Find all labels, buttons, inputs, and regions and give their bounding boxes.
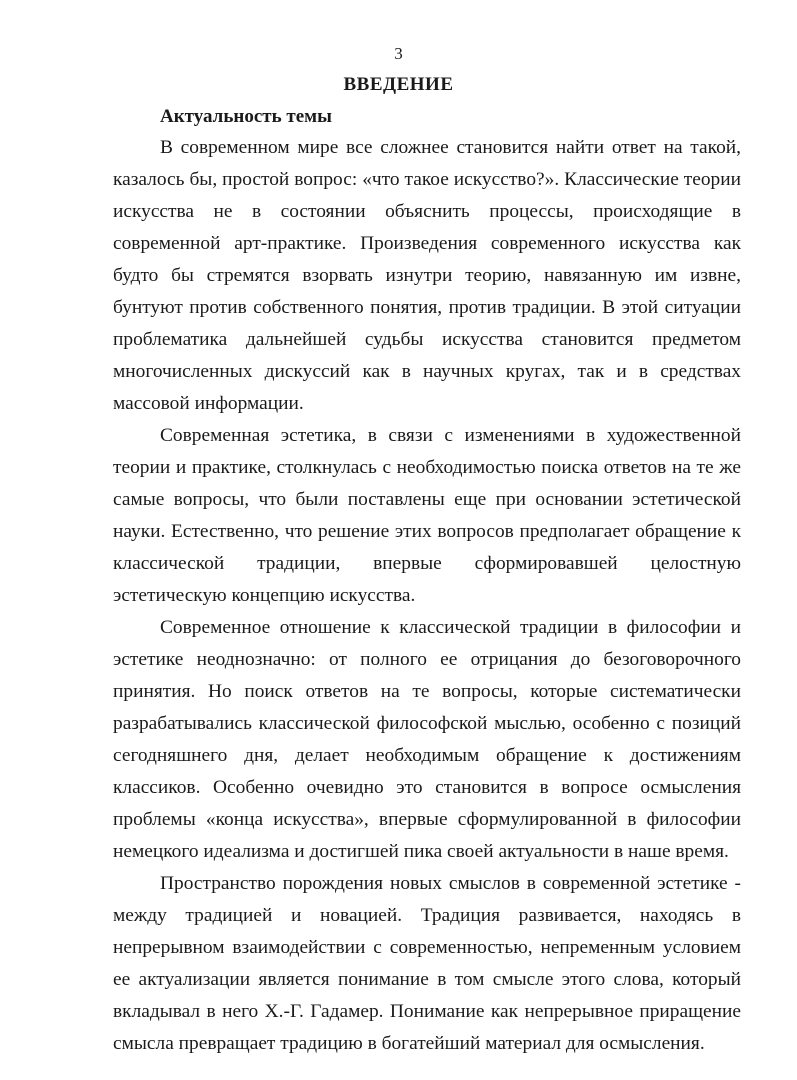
paragraph: Современное отношение к классической традиции в философии и эстетике неоднозначно: от полного ее отрицания до безоговорочного принятия. Но поиск ответов на те вопросы, которые систематически разрабатывались классической философской мыслью, особенно с позиций сегодняшнего дня, делает необходимым обращение к достижениям классиков. Особенно очевидно это становится в вопросе осмысления проблемы «конца искусства», впервые сформулированной в философии немецкого идеализма и достигшей пика своей актуальности в наше время. bbox=[113, 617, 741, 862]
page-number: 3 bbox=[394, 44, 403, 63]
page-title: ВВЕДЕНИЕ bbox=[343, 74, 454, 95]
body-text bbox=[113, 132, 741, 1060]
paragraph: Пространство порождения новых смыслов в современной эстетике - между традицией и новацией. Традиция развивается, находясь в непрерывном взаимодействии с современностью, непременным условием ее актуализации является понимание в том смысле этого слова, который вкладывал в него Х.-Г. Гадамер. Понимание как непрерывное приращение смысла превращает традицию в богатейший материал для осмысления. bbox=[113, 873, 741, 1054]
paragraph: В современном мире все сложнее становится найти ответ на такой, казалось бы, простой вопрос: «что такое искусство?». Классические теории искусства не в состоянии объяснить процессы, происходящие в современной арт-практике. Произведения современного искусства как будто бы стремятся взорвать изнутри теорию, навязанную им извне, бунтуют против собственного понятия, против традиции. В этой ситуации проблематика дальнейшей судьбы искусства становится предметом многочисленных дискуссий как в научных кругах, так и в средствах массовой информации. bbox=[113, 137, 741, 414]
section-heading: Актуальность темы bbox=[160, 106, 332, 127]
paragraph: Современная эстетика, в связи с изменениями в художественной теории и практике, столкнулась с необходимостью поиска ответов на те же самые вопросы, что были поставлены еще при основании эстетической науки. Естественно, что решение этих вопросов предполагает обращение к классической традиции, впервые сформировавшей целостную эстетическую концепцию искусства. bbox=[113, 425, 741, 606]
